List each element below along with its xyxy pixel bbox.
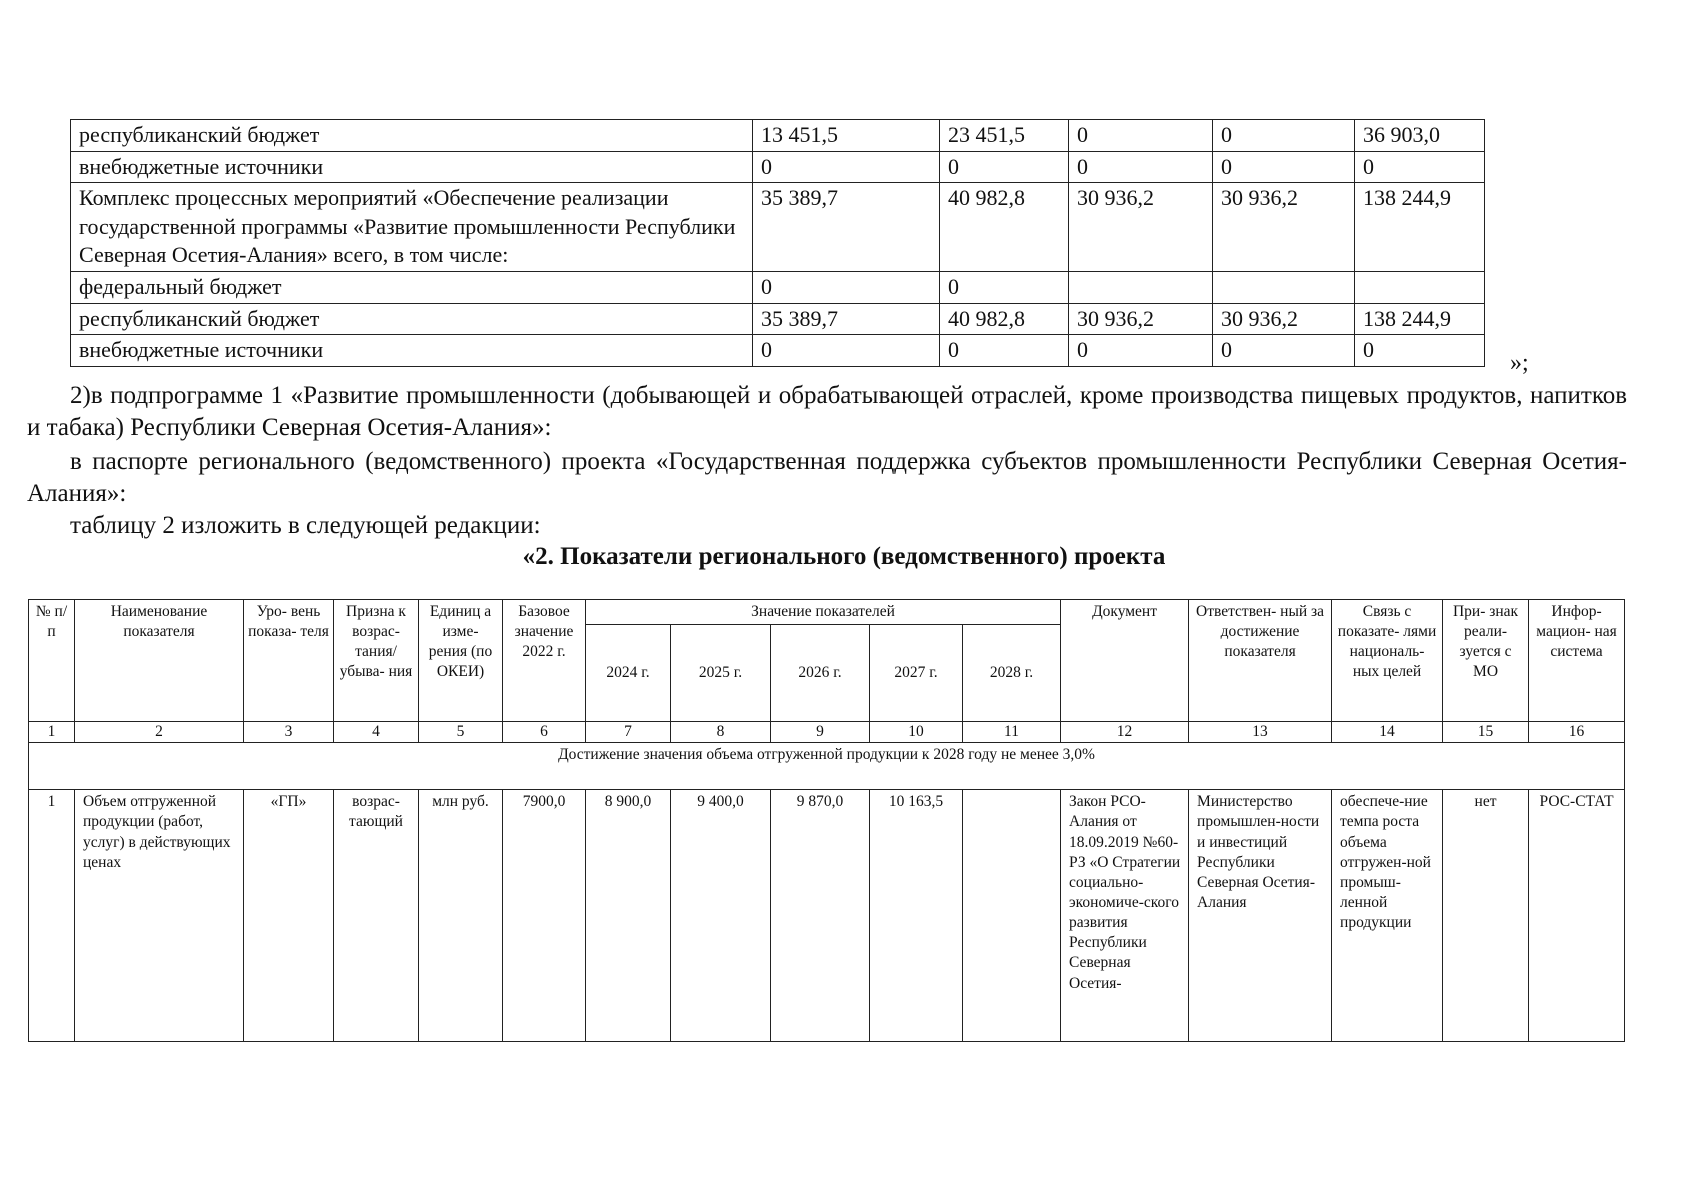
header-year: 2027 г.: [870, 625, 963, 722]
header-info-system: Инфор- мацион- ная система: [1529, 600, 1625, 722]
indicator-sign: возрас- тающий: [334, 790, 419, 1042]
column-number: 16: [1529, 722, 1625, 743]
table-row: [29, 790, 1625, 1042]
budget-cell: 0: [753, 335, 940, 367]
table-row: [71, 335, 1485, 367]
column-number: 7: [586, 722, 671, 743]
table-row: [71, 271, 1485, 303]
table-row: [71, 120, 1485, 152]
budget-cell: 0: [1213, 120, 1355, 152]
budget-cell: 40 982,8: [940, 183, 1069, 272]
closing-quote: »;: [1510, 350, 1529, 376]
budget-cell: 0: [753, 271, 940, 303]
column-number: 12: [1061, 722, 1189, 743]
column-number: 11: [963, 722, 1061, 743]
budget-cell: 30 936,2: [1069, 183, 1213, 272]
budget-row-name: Комплекс процессных мероприятий «Обеспечение реализации государственной программы «Развитие промышленности Республики Северная Осетия-Алания» всего, в том числе:: [71, 183, 753, 272]
budget-cell: 0: [1069, 151, 1213, 183]
budget-row-name: внебюджетные источники: [71, 151, 753, 183]
header-base: Базовое значение 2022 г.: [503, 600, 586, 722]
budget-row-name: внебюджетные источники: [71, 335, 753, 367]
header-responsible: Ответствен- ный за достижение показателя: [1189, 600, 1332, 722]
header-year: 2028 г.: [963, 625, 1061, 722]
goal-row: [29, 743, 1625, 790]
column-number: 15: [1443, 722, 1529, 743]
column-number: 6: [503, 722, 586, 743]
table-row: [71, 303, 1485, 335]
budget-cell: 138 244,9: [1355, 303, 1485, 335]
header-name: Наименование показателя: [75, 600, 244, 722]
table-row: [71, 151, 1485, 183]
budget-cell: 23 451,5: [940, 120, 1069, 152]
budget-row-name: федеральный бюджет: [71, 271, 753, 303]
budget-row-name: республиканский бюджет: [71, 303, 753, 335]
budget-cell: 0: [1069, 120, 1213, 152]
indicator-unit: млн руб.: [419, 790, 503, 1042]
budget-cell: [1213, 271, 1355, 303]
column-number: 13: [1189, 722, 1332, 743]
header-mo: При- знак реали- зуется с МО: [1443, 600, 1529, 722]
budget-cell: 0: [1213, 335, 1355, 367]
indicators-table-body: [29, 600, 1625, 1042]
indicator-document: Закон РСО-Алания от 18.09.2019 №60-РЗ «О Стратегии социально-экономиче-ского развития Республики Северная Осетия-: [1061, 790, 1189, 1042]
row-num: 1: [29, 790, 75, 1042]
header-year: 2024 г.: [586, 625, 671, 722]
indicator-name: Объем отгруженной продукции (работ, услуг) в действующих ценах: [75, 790, 244, 1042]
header-national-goals: Связь с показате- лями националь- ных целей: [1332, 600, 1443, 722]
column-number: 9: [771, 722, 870, 743]
budget-cell: 30 936,2: [1069, 303, 1213, 335]
column-number-row: [29, 722, 1625, 743]
budget-cell: 0: [1213, 151, 1355, 183]
budget-table-body: [71, 120, 1485, 367]
budget-cell: 30 936,2: [1213, 303, 1355, 335]
budget-cell: 36 903,0: [1355, 120, 1485, 152]
budget-cell: 0: [1355, 151, 1485, 183]
budget-cell: 0: [940, 271, 1069, 303]
budget-cell: [1069, 271, 1213, 303]
budget-cell: 0: [940, 335, 1069, 367]
budget-row-name: республиканский бюджет: [71, 120, 753, 152]
header-values-group: Значение показателей: [586, 600, 1061, 625]
indicator-info-system: РОС-СТАТ: [1529, 790, 1625, 1042]
budget-cell: 0: [940, 151, 1069, 183]
indicator-value: 9 400,0: [671, 790, 771, 1042]
budget-cell: 0: [753, 151, 940, 183]
goal-text: Достижение значения объема отгруженной продукции к 2028 году не менее 3,0%: [29, 743, 1625, 790]
indicator-value: 10 163,5: [870, 790, 963, 1042]
header-sign: Призна к возрас- тания/ убыва- ния: [334, 600, 419, 722]
column-number: 4: [334, 722, 419, 743]
budget-cell: 35 389,7: [753, 183, 940, 272]
budget-cell: [1355, 271, 1485, 303]
header-row: [29, 600, 1625, 625]
indicator-value: [963, 790, 1061, 1042]
budget-cell: 0: [1355, 335, 1485, 367]
indicator-value: 9 870,0: [771, 790, 870, 1042]
indicators-table: [28, 599, 1625, 1042]
indicator-base: 7900,0: [503, 790, 586, 1042]
column-number: 10: [870, 722, 963, 743]
budget-cell: 30 936,2: [1213, 183, 1355, 272]
budget-cell: 0: [1069, 335, 1213, 367]
indicator-national-goal: обеспече-ние темпа роста объема отгружен-ной промыш-ленной продукции: [1332, 790, 1443, 1042]
budget-table: [70, 119, 1485, 367]
section-heading: «2. Показатели регионального (ведомственного) проекта: [522, 543, 1166, 570]
budget-cell: 40 982,8: [940, 303, 1069, 335]
paragraph-table-instruction: таблицу 2 изложить в следующей редакции:: [70, 512, 541, 539]
budget-cell: 138 244,9: [1355, 183, 1485, 272]
table-row: [71, 183, 1485, 272]
column-number: 14: [1332, 722, 1443, 743]
indicator-level: «ГП»: [244, 790, 334, 1042]
header-year: 2025 г.: [671, 625, 771, 722]
column-number: 8: [671, 722, 771, 743]
budget-cell: 35 389,7: [753, 303, 940, 335]
column-number: 5: [419, 722, 503, 743]
paragraph-subprogram: 2)в подпрограмме 1 «Развитие промышленности (добывающей и обрабатывающей отраслей, кроме производства пищевых продуктов, напитков и табака) Республики Северная Осетия-Алания»:: [27, 382, 1627, 441]
indicator-value: 8 900,0: [586, 790, 671, 1042]
column-number: 2: [75, 722, 244, 743]
indicator-mo: нет: [1443, 790, 1529, 1042]
indicator-responsible: Министерство промышлен-ности и инвестиций Республики Северная Осетия-Алания: [1189, 790, 1332, 1042]
budget-cell: 13 451,5: [753, 120, 940, 152]
header-num: № п/ п: [29, 600, 75, 722]
header-year: 2026 г.: [771, 625, 870, 722]
column-number: 1: [29, 722, 75, 743]
paragraph-passport: в паспорте регионального (ведомственного) проекта «Государственная поддержка субъектов промышленности Республики Северная Осетия-Алания»:: [27, 448, 1627, 507]
header-level: Уро- вень показа- теля: [244, 600, 334, 722]
header-unit: Единиц а изме- рения (по ОКЕИ): [419, 600, 503, 722]
column-number: 3: [244, 722, 334, 743]
header-document: Документ: [1061, 600, 1189, 722]
